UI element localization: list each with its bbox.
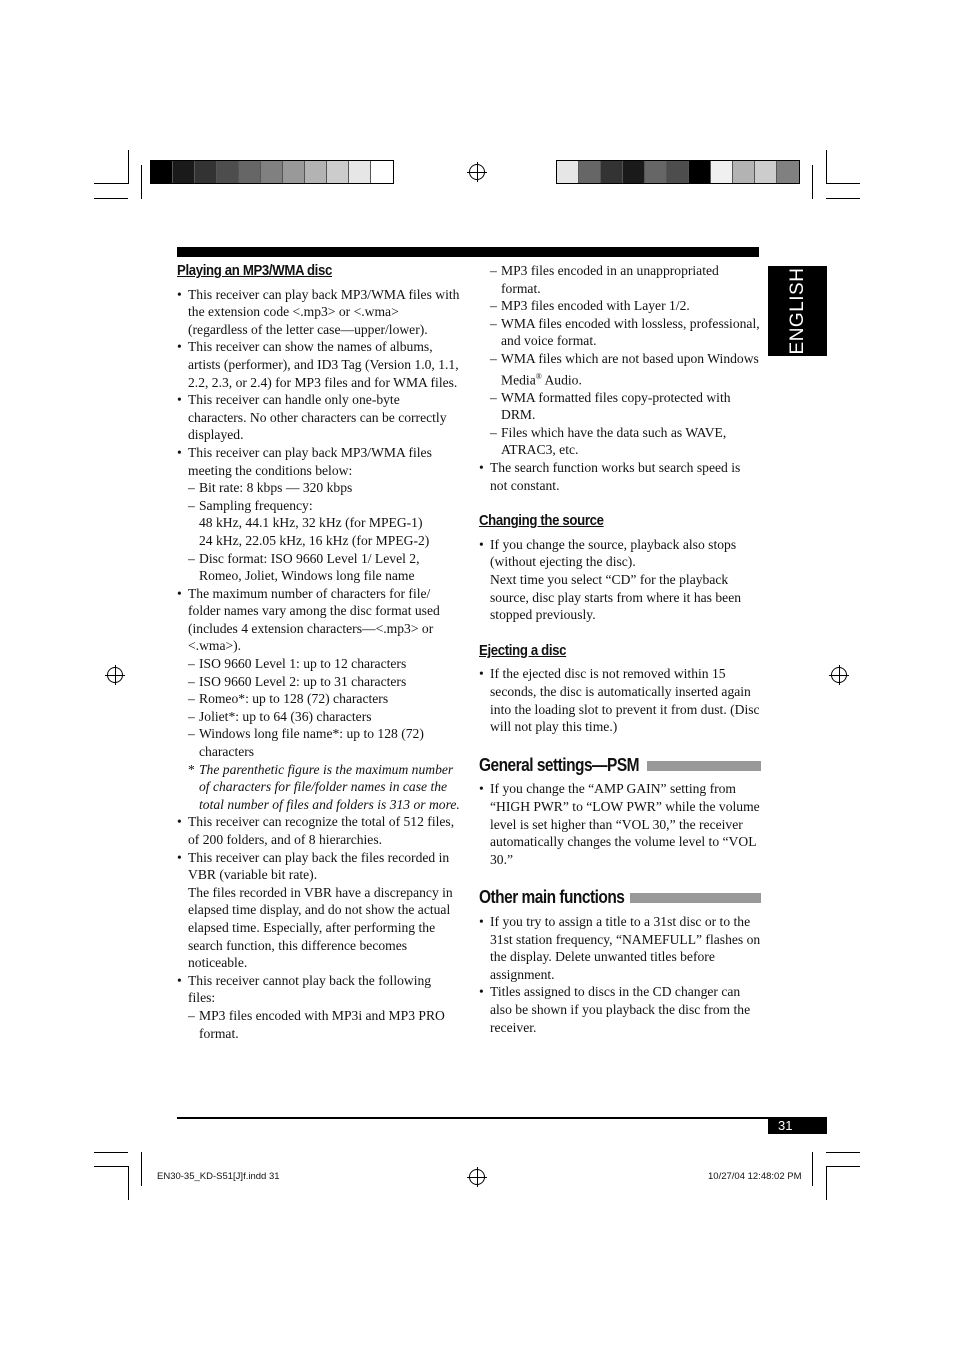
list-item: • This receiver can play back MP3/WMA files with the extension code <.mp3> or <.wma> (regardless of the letter case—upper/lower).	[177, 286, 460, 339]
heading-accent-bar	[630, 893, 761, 903]
mp3-list	[177, 286, 460, 1043]
color-bar-left	[150, 160, 394, 184]
sub-item: – ISO 9660 Level 2: up to 31 characters	[177, 673, 460, 691]
heading-general-settings-psm	[479, 754, 761, 775]
sub-item: – Romeo*: up to 128 (72) characters	[177, 690, 460, 708]
column-right	[479, 262, 761, 1036]
list-item: • Titles assigned to discs in the CD changer can also be shown if you playback the disc from the receiver.	[479, 983, 761, 1036]
footnote-text: The parenthetic figure is the maximum number of characters for file/folder names in case the total number of files and folders is 313 or more.	[199, 761, 460, 812]
registration-mark	[831, 667, 847, 683]
registration-mark	[469, 1169, 485, 1185]
eject-list	[479, 665, 761, 735]
sub-item: – ISO 9660 Level 1: up to 12 characters	[177, 655, 460, 673]
sub-item: – MP3 files encoded with MP3i and MP3 PRO format.	[177, 1007, 460, 1042]
sub-item	[479, 350, 761, 389]
crop-mark	[812, 1152, 813, 1186]
crop-mark	[94, 1166, 128, 1167]
sub-item: – MP3 files encoded with Layer 1/2.	[479, 297, 761, 315]
registered-mark: ®	[535, 371, 542, 381]
sub-item: – MP3 files encoded in an unappropriated format.	[479, 262, 761, 297]
list-item: • If you try to assign a title to a 31st disc or to the 31st station frequency, “NAMEFULL” flashes on the display. Delete unwanted titles before assignment.	[479, 913, 761, 983]
sub-item-text: Audio.	[541, 372, 582, 388]
crop-mark	[128, 1166, 129, 1200]
list-item: • This receiver can recognize the total of 512 files, of 200 folders, and of 8 hierarchies.	[177, 813, 460, 848]
heading-ejecting-disc: Ejecting a disc	[479, 641, 567, 659]
heading-text: General settings—PSM	[479, 754, 640, 775]
list-item: • This receiver can show the names of albums, artists (performer), and ID3 Tag (Version 1.0, 1.1, 2.2, 2.3, or 2.4) for MP3 files and for WMA files.	[177, 338, 460, 391]
registration-mark	[469, 164, 485, 180]
color-bar-right	[556, 160, 800, 184]
list-item: • If you change the source, playback also stops (without ejecting the disc).	[479, 536, 761, 571]
heading-accent-bar	[647, 761, 761, 771]
other-functions-list	[479, 913, 761, 1036]
crop-mark	[141, 1152, 142, 1186]
crop-mark	[826, 1166, 860, 1167]
list-item: • This receiver can handle only one-byte characters. No other characters can be correctly displayed.	[177, 391, 460, 444]
crop-mark	[94, 198, 128, 199]
sub-item-line: 24 kHz, 22.05 kHz, 16 kHz (for MPEG-2)	[199, 532, 430, 548]
footer-filename: EN30-35_KD-S51[J]f.indd 31	[157, 1171, 280, 1182]
sub-item: – Disc format: ISO 9660 Level 1/ Level 2, Romeo, Joliet, Windows long file name	[177, 550, 460, 585]
sub-item: – Sampling frequency:	[177, 497, 460, 515]
sub-item: – Files which have the data such as WAVE, ATRAC3, etc.	[479, 424, 761, 459]
list-item: • This receiver can play back MP3/WMA files meeting the conditions below:	[177, 444, 460, 479]
sub-item: – WMA formatted files copy-protected with DRM.	[479, 389, 761, 424]
sub-item: – Windows long file name*: up to 128 (72) characters	[177, 725, 460, 760]
language-tab-label: ENGLISH	[786, 267, 808, 355]
psm-list	[479, 780, 761, 868]
crop-mark	[128, 150, 129, 184]
list-item: • The search function works but search speed is not constant.	[479, 459, 761, 494]
list-item: • If you change the “AMP GAIN” setting from “HIGH PWR” to “LOW PWR” while the volume level is set higher than “VOL 30,” the receiver automatically changes the volume level to “VOL 30.”	[479, 780, 761, 868]
footnote-star: *	[188, 761, 195, 777]
registration-mark	[107, 667, 123, 683]
crop-mark	[812, 165, 813, 199]
list-item-continuation: The files recorded in VBR have a discrepancy in elapsed time display, and do not show the actual elapsed time. Especially, after performing the search function, this difference becomes noticeable.	[188, 884, 453, 971]
column-left	[177, 262, 460, 1042]
bottom-rule	[177, 1117, 827, 1119]
sub-item: – WMA files encoded with lossless, professional, and voice format.	[479, 315, 761, 350]
crop-mark	[826, 183, 860, 184]
list-item-continuation: Next time you select “CD” for the playback source, disc play starts from where it has been stopped previously.	[490, 572, 742, 623]
list-item: • This receiver can play back the files recorded in VBR (variable bit rate).	[177, 849, 460, 884]
crop-mark	[826, 198, 860, 199]
crop-mark	[141, 165, 142, 199]
sub-item: – Joliet*: up to 64 (36) characters	[177, 708, 460, 726]
footer-timestamp: 10/27/04 12:48:02 PM	[708, 1171, 802, 1182]
sub-item: – Bit rate: 8 kbps — 320 kbps	[177, 479, 460, 497]
page-number: 31	[768, 1118, 827, 1134]
crop-mark	[826, 150, 827, 184]
sub-item-line: 48 kHz, 44.1 kHz, 32 kHz (for MPEG-1)	[199, 515, 423, 531]
heading-playing-mp3-wma: Playing an MP3/WMA disc	[177, 262, 332, 279]
heading-other-main-functions	[479, 889, 761, 907]
crop-mark	[826, 1166, 827, 1200]
footnote	[177, 761, 460, 814]
source-list	[479, 536, 761, 624]
heading-text: Other main functions	[479, 887, 625, 908]
list-item: • This receiver cannot play back the following files:	[177, 972, 460, 1007]
list-item: • If the ejected disc is not removed within 15 seconds, the disc is automatically inserted again into the loading slot to prevent it from dust. (Disc will not play this time.)	[479, 665, 761, 735]
crop-mark	[826, 1152, 860, 1153]
unsupported-files-list	[479, 262, 761, 494]
top-rule	[177, 247, 759, 257]
language-tab	[768, 266, 827, 356]
crop-mark	[94, 1152, 128, 1153]
crop-mark	[94, 183, 128, 184]
sub-item-text: WMA files which are not based upon Windows Media	[501, 350, 759, 388]
list-item: • The maximum number of characters for file/ folder names vary among the disc format used (includes 4 extension characters—<.mp3> or <.wma>).	[177, 585, 460, 655]
heading-changing-source: Changing the source	[479, 512, 604, 530]
